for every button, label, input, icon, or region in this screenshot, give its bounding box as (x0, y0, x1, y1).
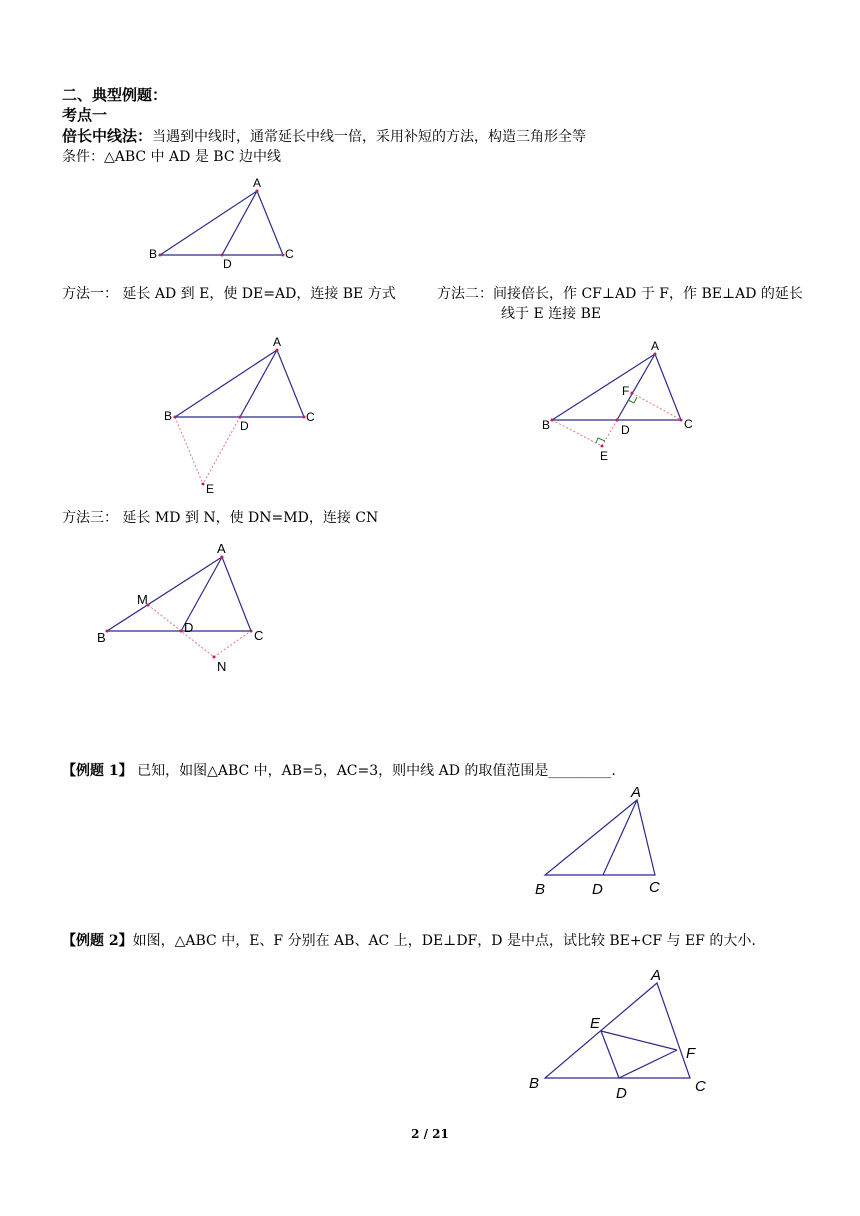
segment-ef (601, 1031, 677, 1050)
label-c: C (695, 1078, 706, 1095)
label-b: B (164, 409, 173, 423)
label-n: N (217, 659, 227, 674)
label-d: D (240, 419, 249, 433)
label-a: A (651, 967, 662, 984)
label-d: D (621, 423, 630, 437)
label-d: D (592, 881, 603, 898)
label-d: D (184, 620, 194, 635)
label-d: D (616, 1085, 627, 1102)
method3-text: 方法三： 延长 MD 到 N，使 DN=MD，连接 CN (62, 510, 379, 526)
triangle-abc (545, 983, 690, 1078)
label-b: B (542, 418, 551, 432)
label-a: A (651, 339, 660, 353)
method-desc: 当遇到中线时，通常延长中线一倍，采用补短的方法，构造三角形全等 (152, 129, 587, 145)
label-a: A (631, 784, 642, 801)
label-c: C (254, 628, 264, 643)
label-c: C (306, 410, 315, 424)
label-e: E (590, 1015, 601, 1032)
label-e: E (206, 482, 215, 496)
label-a: A (253, 176, 262, 190)
label-c: C (649, 879, 660, 896)
section-title: 二、典型例题： (62, 86, 168, 104)
method1-text: 方法一： 延长 AD 到 E，使 DE=AD，连接 BE 方式 (62, 286, 396, 302)
example2-text: 如图，△ABC 中，E、F 分别在 AB、AC 上，DE⊥DF，D 是中点，试比较 BE+CF 与 EF 的大小. (132, 933, 756, 949)
example2-tag: 【例题 2】 (62, 933, 133, 949)
label-b: B (535, 881, 546, 898)
method-name: 倍长中线法： (62, 127, 153, 145)
segment-de (601, 1031, 619, 1078)
example1-tag: 【例题 1】 (62, 763, 133, 779)
label-c: C (684, 417, 693, 431)
example1-text: 已知，如图△ABC 中，AB=5，AC=3，则中线 AD 的取值范围是_________. (132, 763, 616, 779)
topic-heading: 考点一 (62, 106, 108, 124)
label-d: D (223, 257, 232, 271)
method2-text-line1: 方法二：间接倍长，作 CF⊥AD 于 F，作 BE⊥AD 的延长 (437, 286, 803, 302)
segment-df (619, 1050, 677, 1078)
label-b: B (97, 630, 106, 645)
label-b: B (529, 1075, 540, 1092)
label-f: F (686, 1045, 696, 1062)
page-number: 2 / 21 (411, 1127, 449, 1141)
label-m: M (137, 592, 148, 607)
label-a: A (217, 541, 226, 556)
condition-text: 条件：△ABC 中 AD 是 BC 边中线 (62, 149, 281, 165)
label-e: E (600, 449, 609, 463)
label-f: F (622, 384, 630, 398)
label-b: B (149, 247, 158, 261)
label-c: C (285, 247, 294, 261)
label-a: A (273, 335, 282, 349)
method2-text-line2: 线于 E 连接 BE (501, 306, 602, 322)
